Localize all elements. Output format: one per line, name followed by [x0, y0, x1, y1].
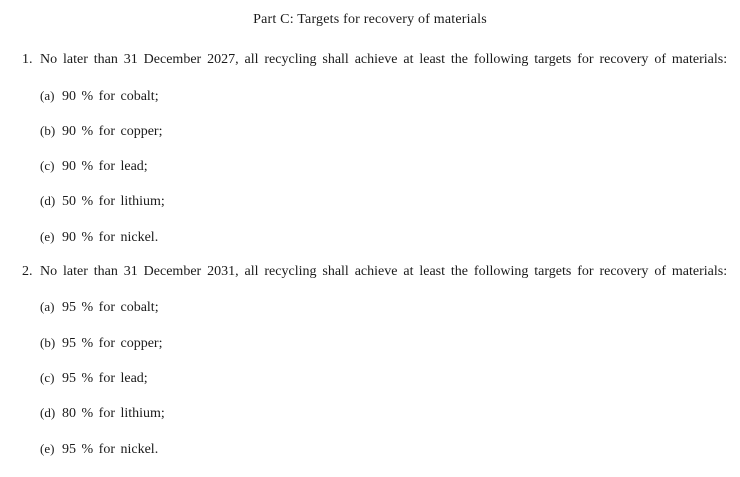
item-text: 95 % for copper;: [62, 336, 163, 351]
item-letter: (c): [40, 370, 55, 385]
list-item: [40, 88, 159, 105]
list-item: [40, 405, 165, 422]
item-text: 80 % for lithium;: [62, 406, 165, 421]
paragraph-number: 2.: [22, 264, 33, 279]
item-text: 50 % for lithium;: [62, 194, 165, 209]
list-item: [40, 441, 158, 458]
item-text: 95 % for nickel.: [62, 442, 159, 457]
item-letter: (e): [40, 441, 55, 456]
item-text: 95 % for lead;: [62, 371, 148, 386]
paragraph-2: [22, 264, 728, 280]
item-letter: (a): [40, 88, 55, 103]
item-text: 95 % for cobalt;: [62, 300, 159, 315]
paragraph-text: No later than 31 December 2031, all recycling shall achieve at least the following targets for recovery of materials:: [40, 264, 728, 279]
item-letter: (b): [40, 123, 56, 138]
item-letter: (d): [40, 193, 56, 208]
list-item: [40, 123, 162, 140]
item-letter: (e): [40, 229, 55, 244]
paragraph-1: [22, 52, 728, 68]
item-letter: (b): [40, 335, 56, 350]
paragraph-number: 1.: [22, 52, 33, 67]
item-letter: (c): [40, 158, 55, 173]
list-item: [40, 370, 148, 387]
item-letter: (a): [40, 299, 55, 314]
list-item: [40, 229, 158, 246]
item-text: 90 % for nickel.: [62, 230, 159, 245]
paragraph-text: No later than 31 December 2027, all recycling shall achieve at least the following targets for recovery of materials:: [40, 52, 728, 67]
item-text: 90 % for cobalt;: [62, 89, 159, 104]
section-title: Part C: Targets for recovery of materials: [253, 12, 487, 27]
list-item: [40, 335, 162, 352]
list-item: [40, 158, 148, 175]
item-text: 90 % for copper;: [62, 124, 163, 139]
item-text: 90 % for lead;: [62, 159, 148, 174]
list-item: [40, 193, 165, 210]
item-letter: (d): [40, 405, 56, 420]
list-item: [40, 299, 159, 316]
